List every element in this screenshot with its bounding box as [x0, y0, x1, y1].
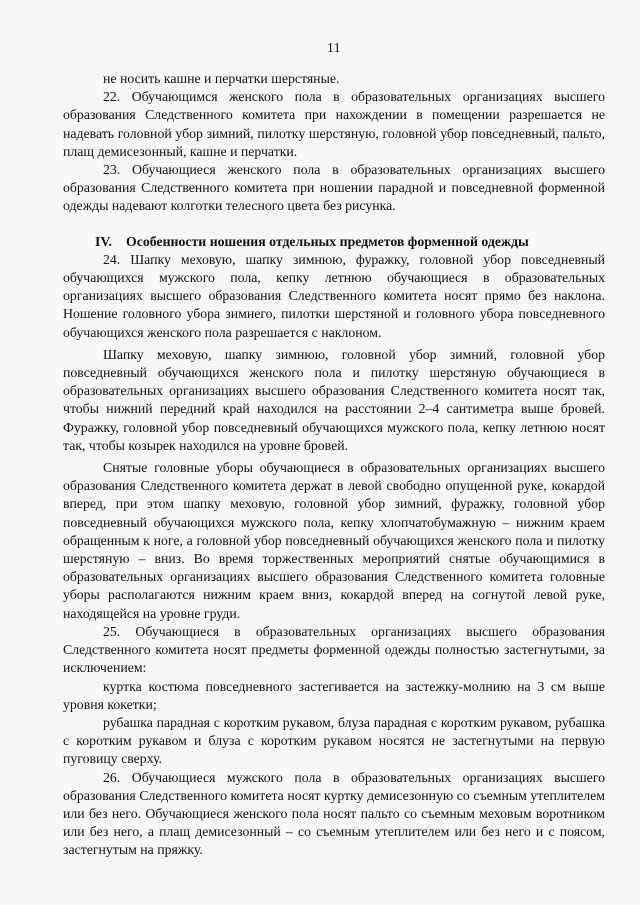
- paragraph-24-part-3: Снятые головные уборы обучающиеся в образовательных организациях высшего образования Следственного комитета держат в левой свободно опущенной руке, кокардой вперед, при этом шапку меховую, головной убор зимний, фуражку, головной убор повседневный обучающихся мужского пола, кепку хлопчатобумажную – нижним краем обращенным к ноге, а головной убор повседневный обучающихся женского пола и пилотку шерстяную – вниз. Во время торжественных мероприятий снятые обучающимися в образовательных организациях высшего образования Следственного комитета головные уборы располагаются нижним краем вниз, кокардой вперед на согнутой левой руке, находящейся на уровне груди.: [63, 460, 605, 621]
- paragraph-24-part-2: Шапку меховую, шапку зимнюю, головной убор зимний, головной убор повседневный обучающихся женского пола и пилотку шерстяную обучающиеся в образовательных организациях высшего образования Следственного комитета носят так, чтобы нижний передний край находился на расстоянии 2–4 сантиметра выше бровей. Фуражку, головной убор повседневный обучающихся мужского пола, кепку летнюю носят так, чтобы козырек находился на уровне бровей.: [63, 346, 605, 453]
- paragraph-21-continuation: не носить кашне и перчатки шерстяные.: [103, 71, 340, 86]
- paragraph-23: 23. Обучающиеся женского пола в образовательных организациях высшего образования Следственного комитета при ношении парадной и повседневной форменной одежды надевают колготки телесного цвета без рисунка.: [63, 162, 605, 214]
- section-title: Особенности ношения отдельных предметов форменной одежды: [126, 233, 529, 249]
- page-number: 11: [327, 40, 341, 55]
- paragraph-25: 25. Обучающиеся в образовательных организациях высшего образования Следственного комитета носят предметы форменной одежды полностью застегнутыми, за исключением:: [63, 623, 605, 676]
- section-number: IV.: [95, 233, 113, 249]
- document-body: [63, 70, 605, 860]
- paragraph-25-item-2: рубашка парадная с коротким рукавом, блуза парадная с коротким рукавом, рубашка с коротким рукавом и блуза с коротким рукавом носятся не застегнутыми на первую пуговицу сверху.: [63, 714, 605, 767]
- paragraph-24: 24. Шапку меховую, шапку зимнюю, фуражку, головной убор повседневный обучающихся мужского пола, кепку летнюю обучающиеся в образовательных организациях высшего образования Следственного комитета носят прямо без наклона. Ношение головного убора зимнего, пилотки шерстяной и головного убора повседневного обучающихся женского пола разрешается с наклоном.: [63, 251, 605, 340]
- paragraph-22: 22. Обучающимся женского пола в образовательных организациях высшего образования Следственного комитета при нахождении в помещении разрешается не надевать головной убор зимний, пилотку шерстяную, головной убор повседневный, пальто, плащ демисезонный, кашне и перчатки.: [63, 89, 605, 159]
- section-heading: [63, 233, 605, 251]
- paragraph-26: 26. Обучающиеся мужского пола в образовательных организациях высшего образования Следственного комитета носят куртку демисезонную со съемным утеплителем или без него. Обучающиеся женского пола носят пальто со съемным меховым воротником или без него, а плащ демисезонный – со съемным утеплителем или без него и с поясом, застегнутым на пряжку.: [63, 769, 605, 858]
- paragraph-25-item-1: куртка костюма повседневного застегивается на застежку-молнию на 3 см выше уровня кокетки;: [63, 678, 605, 712]
